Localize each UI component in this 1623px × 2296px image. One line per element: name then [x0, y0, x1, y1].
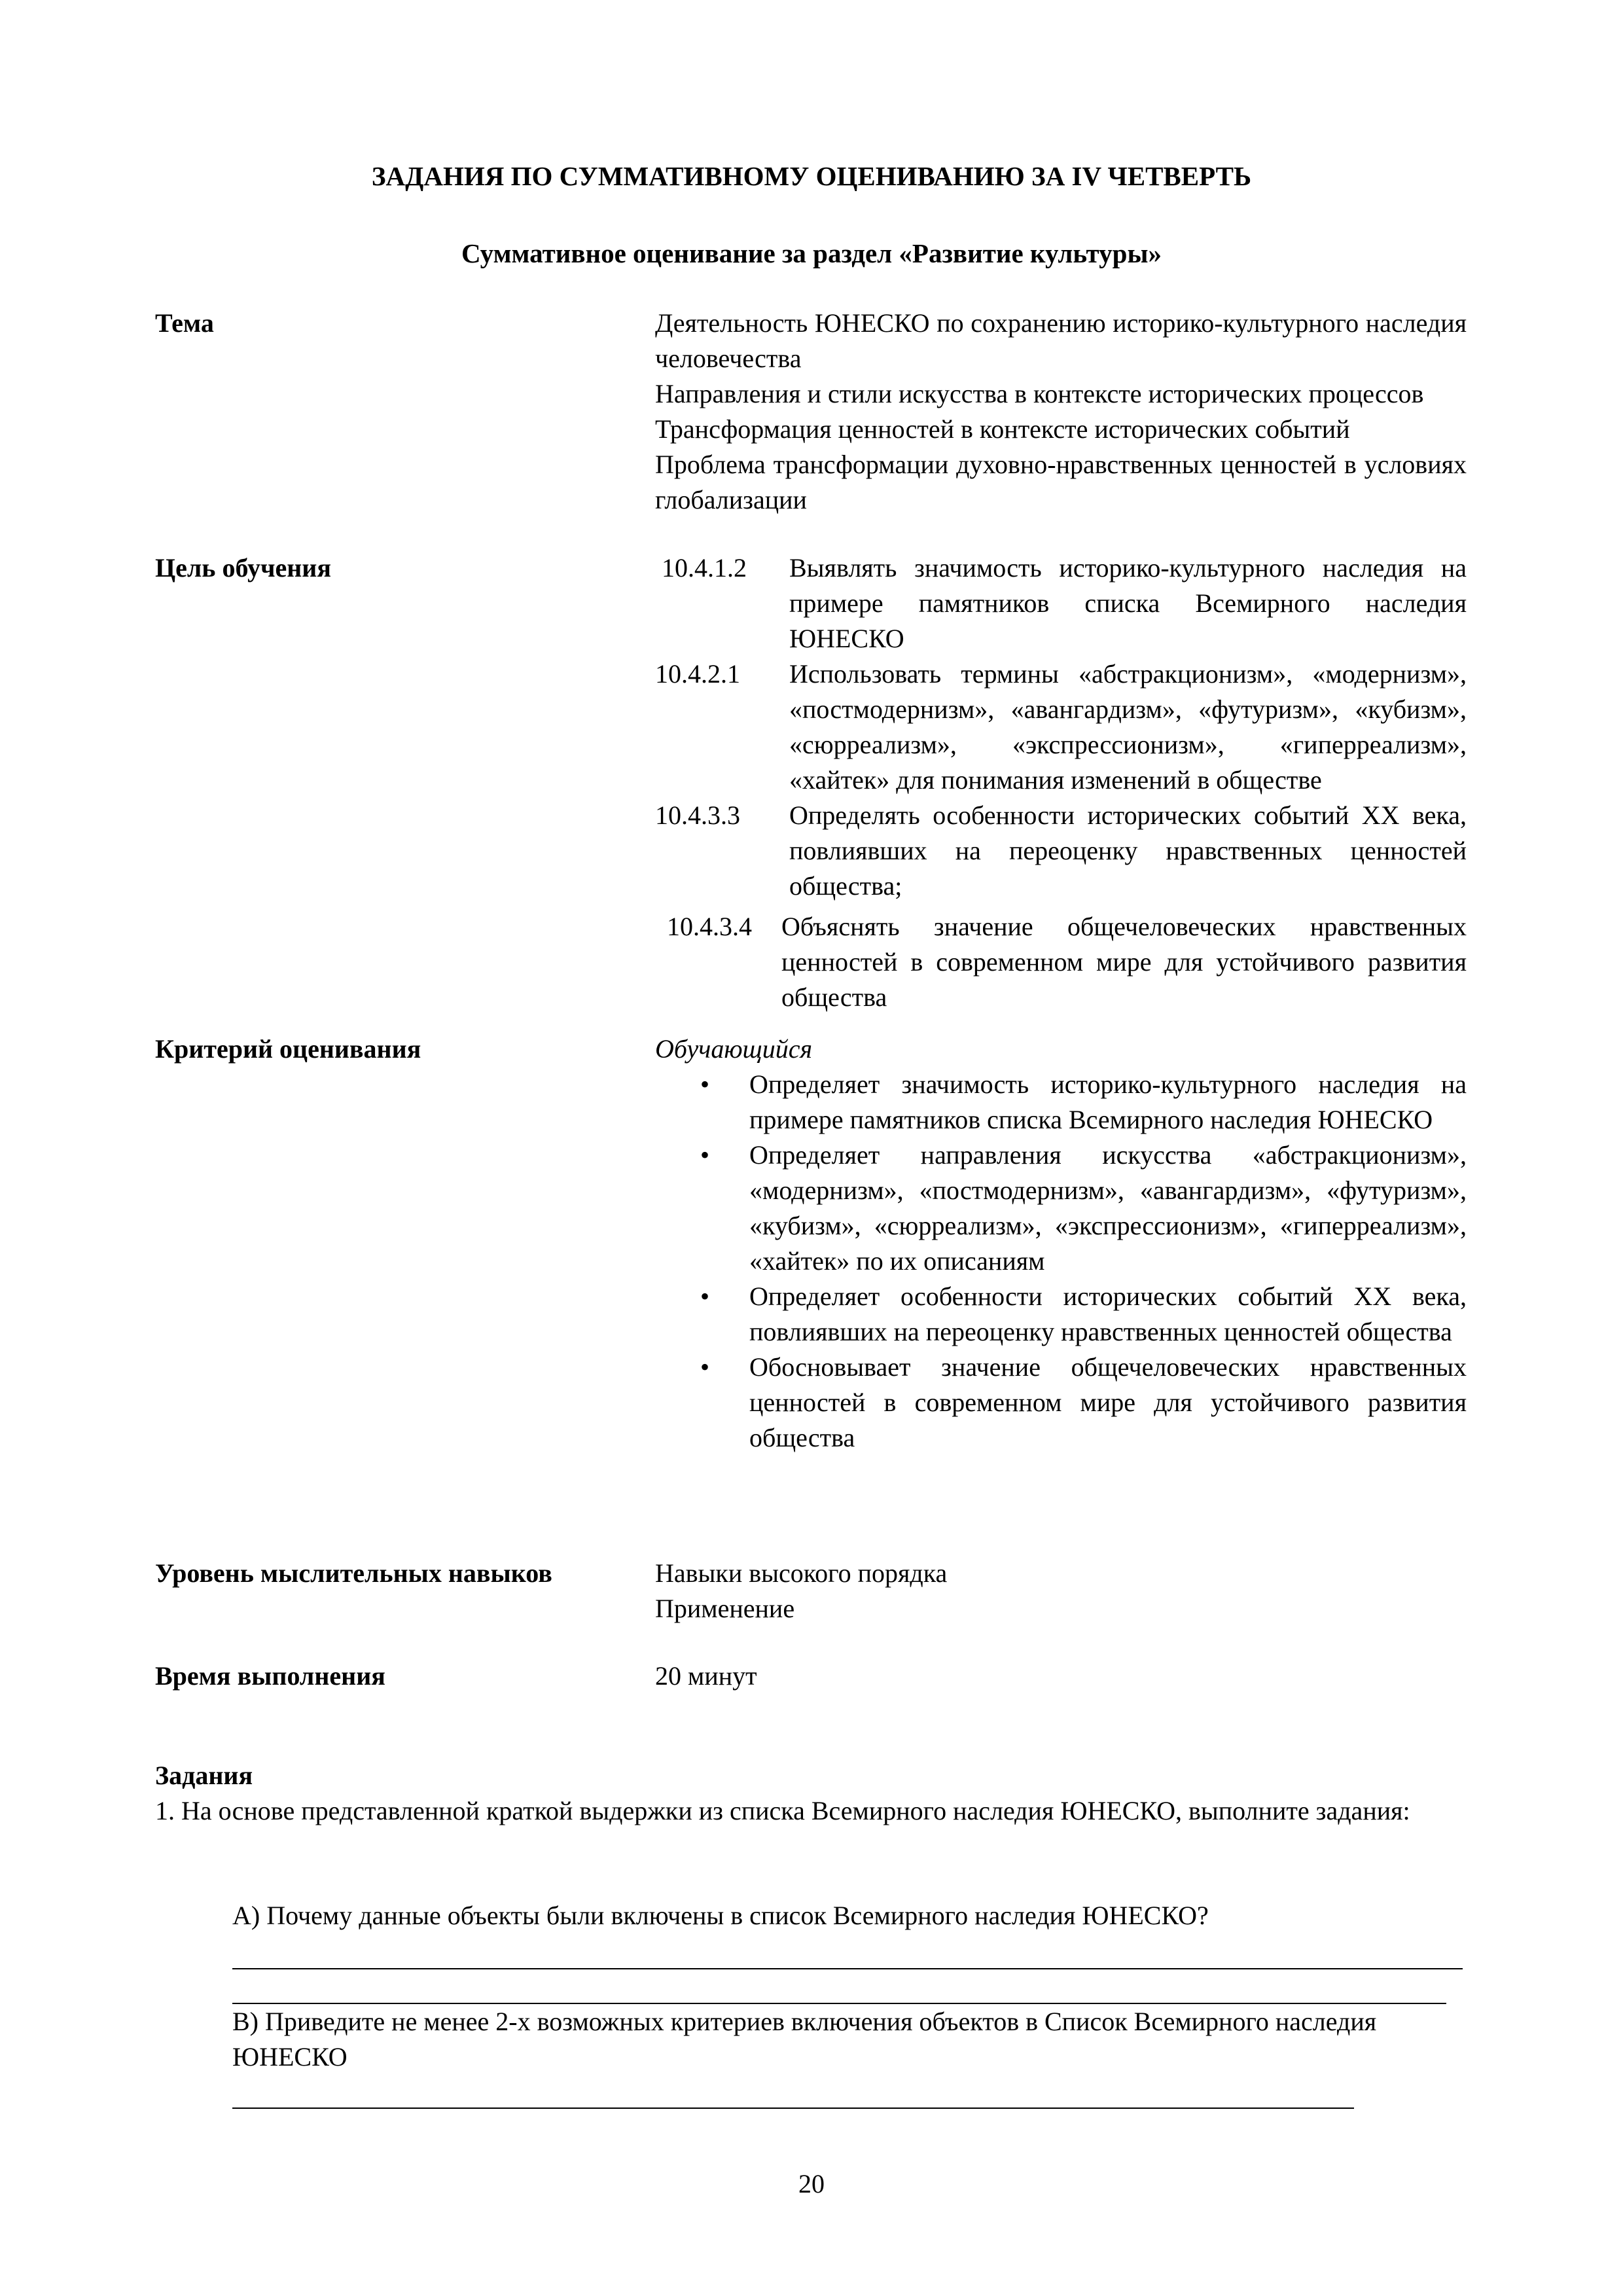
- bullet-icon: •: [700, 1282, 710, 1311]
- learning-goal-code: 10.4.3.4: [667, 912, 752, 941]
- topic-item: Деятельность ЮНЕСКО по сохранению историко-культурного наследия человечества: [655, 308, 1467, 373]
- assessment-criteria-label: Критерий оценивания: [155, 1034, 421, 1064]
- learning-goal-text: Определять особенности исторических событий ХХ века, повлиявших на переоценку нравственных ценностей общества;: [789, 800, 1467, 901]
- criteria-intro: Обучающийся: [655, 1034, 813, 1064]
- learning-goal-code: 10.4.2.1: [655, 659, 740, 689]
- criteria-item: • Обосновывает значение общечеловеческих нравственных ценностей в современном мире для устойчивого развития общества: [655, 1350, 1467, 1456]
- learning-goal-text: Выявлять значимость историко-культурного наследия на примере памятников списка Всемирного наследия ЮНЕСКО: [789, 553, 1467, 653]
- learning-goal-item: [655, 798, 1467, 904]
- thinking-level-item: Применение: [655, 1594, 795, 1623]
- bullet-icon: •: [700, 1140, 710, 1170]
- learning-goal-item: [655, 550, 1467, 656]
- bullet-icon: •: [700, 1069, 710, 1099]
- topic-item: Проблема трансформации духовно-нравственных ценностей в условиях глобализации: [655, 450, 1467, 514]
- page-subtitle: Суммативное оценивание за раздел «Развитие культуры»: [461, 238, 1162, 268]
- thinking-level-item: Навыки высокого порядка: [655, 1558, 948, 1588]
- topic-content: [655, 306, 1467, 518]
- time-value: 20 минут: [655, 1661, 757, 1691]
- learning-goal-code: 10.4.3.3: [655, 800, 740, 830]
- learning-goal-code: 10.4.1.2: [662, 553, 747, 583]
- thinking-level-label: Уровень мыслительных навыков: [155, 1558, 552, 1588]
- learning-goal-text: Объяснять значение общечеловеческих нравственных ценностей в современном мире для устойчивого развития общества: [781, 912, 1467, 1012]
- answer-line[interactable]: [232, 2108, 1354, 2109]
- learning-goal-item: [655, 656, 1467, 798]
- criteria-list: [655, 1067, 1467, 1456]
- criteria-item: • Определяет значимость историко-культурного наследия на примере памятников списка Всемирного наследия ЮНЕСКО: [655, 1067, 1467, 1138]
- question-a: А) Почему данные объекты были включены в список Всемирного наследия ЮНЕСКО?: [232, 1901, 1209, 1930]
- topic-item: Трансформация ценностей в контексте исторических событий: [655, 414, 1350, 444]
- criteria-item: • Определяет направления искусства «абстракционизм», «модернизм», «постмодернизм», «авангардизм», «футуризм», «кубизм», «сюрреализм», «экспрессионизм», «гиперреализм», «хайтек» по их описаниям: [655, 1138, 1467, 1279]
- learning-goal-content: [655, 550, 1467, 1015]
- page-title: ЗАДАНИЯ ПО СУММАТИВНОМУ ОЦЕНИВАНИЮ ЗА IV ЧЕТВЕРТЬ: [371, 161, 1252, 191]
- question-b: В) Приведите не менее 2-х возможных критериев включения объектов в Список Всемирного наследия ЮНЕСКО: [232, 2007, 1377, 2072]
- learning-goal-text: Использовать термины «абстракционизм», «модернизм», «постмодернизм», «авангардизм», «футуризм», «кубизм», «сюрреализм», «экспрессионизм», «гиперреализм», «хайтек» для понимания изменений в обществе: [789, 659, 1467, 795]
- criteria-item: • Определяет особенности исторических событий ХХ века, повлиявших на переоценку нравственных ценностей общества: [655, 1279, 1467, 1350]
- task-1-text: 1. На основе представленной краткой выдержки из списка Всемирного наследия ЮНЕСКО, выполните задания:: [155, 1796, 1410, 1825]
- assessment-criteria-content: [655, 1031, 1467, 1456]
- learning-goal-item: [655, 909, 1467, 1015]
- tasks-heading: Задания: [155, 1761, 253, 1790]
- page-number: 20: [798, 2169, 825, 2198]
- bullet-icon: •: [700, 1352, 710, 1382]
- topic-item: Направления и стили искусства в контексте исторических процессов: [655, 379, 1424, 408]
- topic-label: Тема: [155, 308, 214, 338]
- time-label: Время выполнения: [155, 1661, 385, 1691]
- answer-line[interactable]: [232, 1968, 1463, 1969]
- thinking-level-content: [655, 1556, 1467, 1626]
- learning-goal-label: Цель обучения: [155, 553, 331, 583]
